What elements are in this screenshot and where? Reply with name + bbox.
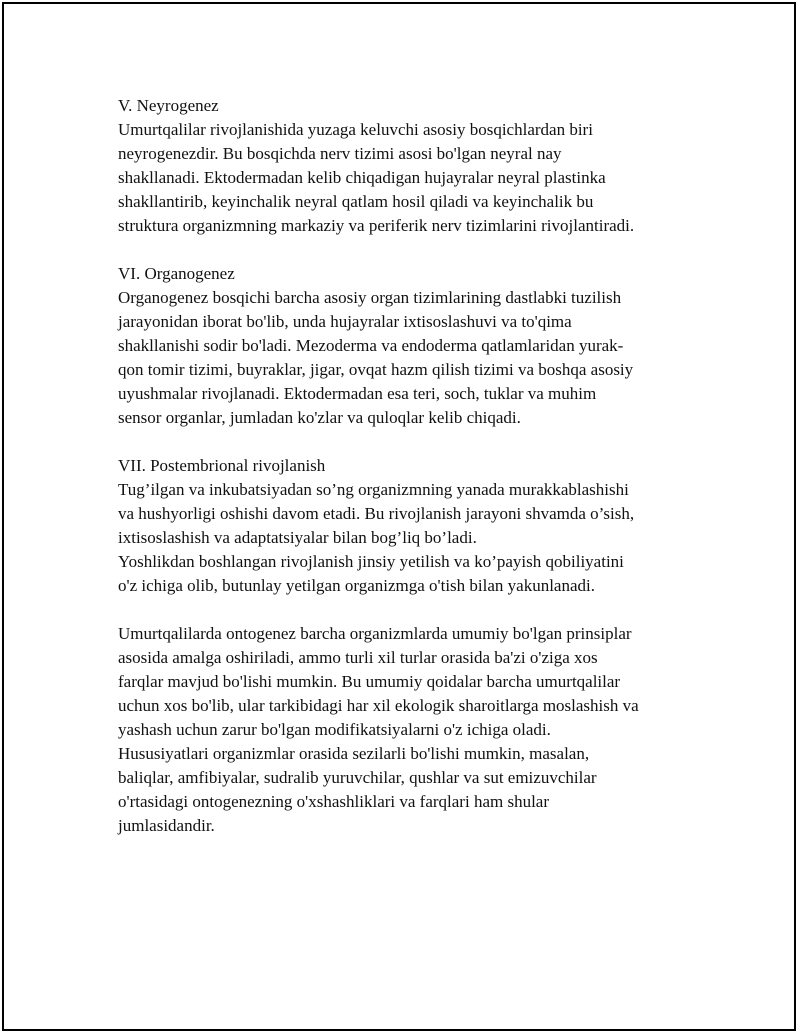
paragraph-line: Umurtqalilar rivojlanishida yuzaga keluvchi asosiy bosqichlardan biri [118, 120, 593, 139]
paragraph-line: baliqlar, amfibiyalar, sudralib yuruvchilar, qushlar va sut emizuvchilar [118, 768, 597, 787]
section-heading: VI. Organogenez [118, 264, 235, 283]
paragraph-line: o'rtasidagi ontogenezning o'xshashliklari va farqlari ham shular [118, 792, 550, 811]
paragraph-line: yashash uchun zarur bo'lgan modifikatsiyalarni o'z ichiga oladi. [118, 720, 551, 739]
paragraph-line: va hushyorligi oshishi davom etadi. Bu rivojlanish jarayoni shvamda o’sish, [118, 504, 635, 523]
paragraph-line: struktura organizmning markaziy va periferik nerv tizimlarini rivojlantiradi. [118, 216, 635, 235]
section-conclusion [118, 622, 718, 838]
section-neyrogenez [118, 94, 718, 238]
paragraph-line: Tug’ilgan va inkubatsiyadan so’ng organizmning yanada murakkablashishi [118, 480, 629, 499]
paragraph-line: shakllanadi. Ektodermadan kelib chiqadigan hujayralar neyral plastinka [118, 168, 606, 187]
paragraph-line: jumlasidandir. [118, 816, 215, 835]
paragraph-line: asosida amalga oshiriladi, ammo turli xil turlar orasida ba'zi o'ziga xos [118, 648, 598, 667]
paragraph-line: Yoshlikdan boshlangan rivojlanish jinsiy yetilish va ko’payish qobiliyatini [118, 552, 624, 571]
paragraph-line: Hususiyatlari organizmlar orasida sezilarli bo'lishi mumkin, masalan, [118, 744, 590, 763]
paragraph-line: qon tomir tizimi, buyraklar, jigar, ovqat hazm qilish tizimi va boshqa asosiy [118, 360, 634, 379]
document-body [118, 94, 718, 862]
paragraph-line: shakllanishi sodir bo'ladi. Mezoderma va endoderma qatlamlaridan yurak- [118, 336, 624, 355]
section-heading: VII. Postembrional rivojlanish [118, 456, 326, 475]
paragraph-line: farqlar mavjud bo'lishi mumkin. Bu umumiy qoidalar barcha umurtqalilar [118, 672, 621, 691]
section-postembrional [118, 454, 718, 598]
paragraph-line: Umurtqalilarda ontogenez barcha organizmlarda umumiy bo'lgan prinsiplar [118, 624, 632, 643]
section-organogenez [118, 262, 718, 430]
paragraph-line: sensor organlar, jumladan ko'zlar va quloqlar kelib chiqadi. [118, 408, 521, 427]
paragraph-line: neyrogenezdir. Bu bosqichda nerv tizimi asosi bo'lgan neyral nay [118, 144, 562, 163]
paragraph-line: o'z ichiga olib, butunlay yetilgan organizmga o'tish bilan yakunlanadi. [118, 576, 595, 595]
paragraph-line: jarayonidan iborat bo'lib, unda hujayralar ixtisoslashuvi va to'qima [118, 312, 572, 331]
paragraph-line: ixtisoslashish va adaptatsiyalar bilan bog’liq bo’ladi. [118, 528, 477, 547]
paragraph-line: uyushmalar rivojlanadi. Ektodermadan esa teri, soch, tuklar va muhim [118, 384, 597, 403]
paragraph-line: uchun xos bo'lib, ular tarkibidagi har xil ekologik sharoitlarga moslashish va [118, 696, 639, 715]
paragraph-line: shakllantirib, keyinchalik neyral qatlam hosil qiladi va keyinchalik bu [118, 192, 594, 211]
section-heading: V. Neyrogenez [118, 96, 219, 115]
paragraph-line: Organogenez bosqichi barcha asosiy organ tizimlarining dastlabki tuzilish [118, 288, 622, 307]
